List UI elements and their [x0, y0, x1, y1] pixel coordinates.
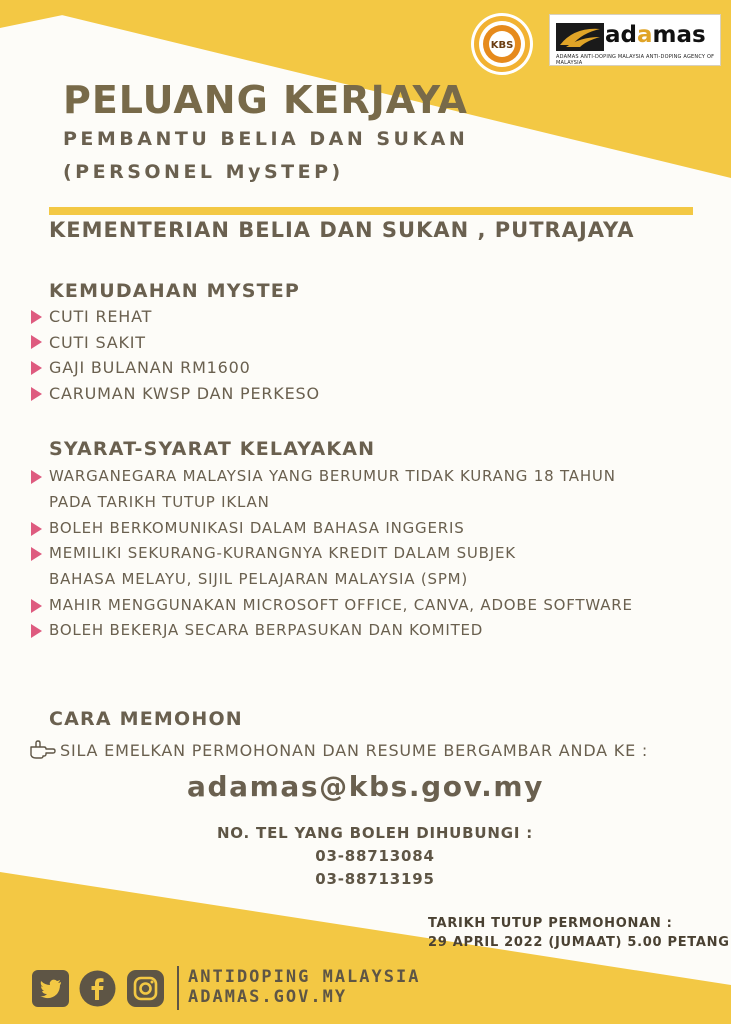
- page-title: PELUANG KERJAYA: [63, 78, 468, 122]
- twitter-icon[interactable]: [32, 970, 69, 1007]
- requirements-heading: SYARAT-SYARAT KELAYAKAN: [49, 438, 376, 460]
- pointing-hand-icon: [30, 740, 56, 760]
- closing-label: TARIKH TUTUP PERMOHONAN :: [428, 916, 673, 931]
- adamas-wordmark: adamas: [605, 22, 706, 48]
- bullet-icon: [31, 599, 42, 613]
- kbs-logo: [470, 12, 534, 76]
- requirement-item: BOLEH BERKOMUNIKASI DALAM BAHASA INGGERIS: [49, 519, 465, 537]
- divider: [49, 207, 693, 215]
- phone-label: NO. TEL YANG BOLEH DIHUBUNGI :: [216, 824, 534, 842]
- bullet-icon: [31, 470, 42, 484]
- bullet-icon: [31, 547, 42, 561]
- benefit-item: CUTI SAKIT: [49, 333, 146, 352]
- svg-text:KBS: KBS: [490, 40, 514, 51]
- adamas-mark: [556, 23, 604, 51]
- closing-date: 29 APRIL 2022 (JUMAAT) 5.00 PETANG: [428, 935, 730, 950]
- bullet-icon: [31, 624, 42, 638]
- adamas-tagline: ADAMAS ANTI-DOPING MALAYSIA ANTI-DOPING AGENCY OF MALAYSIA: [556, 54, 715, 66]
- adamas-logo: [549, 14, 721, 66]
- requirement-item: MAHIR MENGGUNAKAN MICROSOFT OFFICE, CANVA, ADOBE SOFTWARE: [49, 596, 633, 614]
- footer-divider: [177, 966, 179, 1010]
- apply-instruction: SILA EMELKAN PERMOHONAN DAN RESUME BERGAMBAR ANDA KE :: [60, 741, 649, 760]
- bullet-icon: [31, 387, 42, 401]
- benefit-item: GAJI BULANAN RM1600: [49, 358, 251, 377]
- job-title-qualifier: (PERSONEL MySTEP): [63, 161, 344, 183]
- ministry-name: KEMENTERIAN BELIA DAN SUKAN , PUTRAJAYA: [49, 218, 635, 242]
- contact-email[interactable]: adamas@kbs.gov.my: [186, 770, 545, 803]
- benefit-item: CUTI REHAT: [49, 307, 153, 326]
- benefits-heading: KEMUDAHAN MYSTEP: [49, 280, 301, 302]
- benefit-item: CARUMAN KWSP DAN PERKESO: [49, 384, 320, 403]
- bullet-icon: [31, 310, 42, 324]
- phone-number[interactable]: 03-88713084: [315, 847, 435, 865]
- phone-number[interactable]: 03-88713195: [315, 870, 435, 888]
- bullet-icon: [31, 335, 42, 349]
- requirement-item: WARGANEGARA MALAYSIA YANG BERUMUR TIDAK KURANG 18 TAHUN: [49, 467, 616, 485]
- requirement-item: BOLEH BEKERJA SECARA BERPASUKAN DAN KOMITED: [49, 621, 484, 639]
- facebook-icon[interactable]: [79, 970, 116, 1007]
- job-title: PEMBANTU BELIA DAN SUKAN: [63, 128, 469, 150]
- bullet-icon: [31, 361, 42, 375]
- footer-website[interactable]: ADAMAS.GOV.MY: [188, 987, 348, 1007]
- apply-heading: CARA MEMOHON: [49, 708, 243, 730]
- requirement-item-cont: PADA TARIKH TUTUP IKLAN: [49, 493, 270, 511]
- bullet-icon: [31, 522, 42, 536]
- requirement-item-cont: BAHASA MELAYU, SIJIL PELAJARAN MALAYSIA (SPM): [49, 570, 469, 588]
- footer-org: ANTIDOPING MALAYSIA: [188, 967, 421, 987]
- instagram-icon[interactable]: [127, 970, 164, 1007]
- requirement-item: MEMILIKI SEKURANG-KURANGNYA KREDIT DALAM SUBJEK: [49, 544, 516, 562]
